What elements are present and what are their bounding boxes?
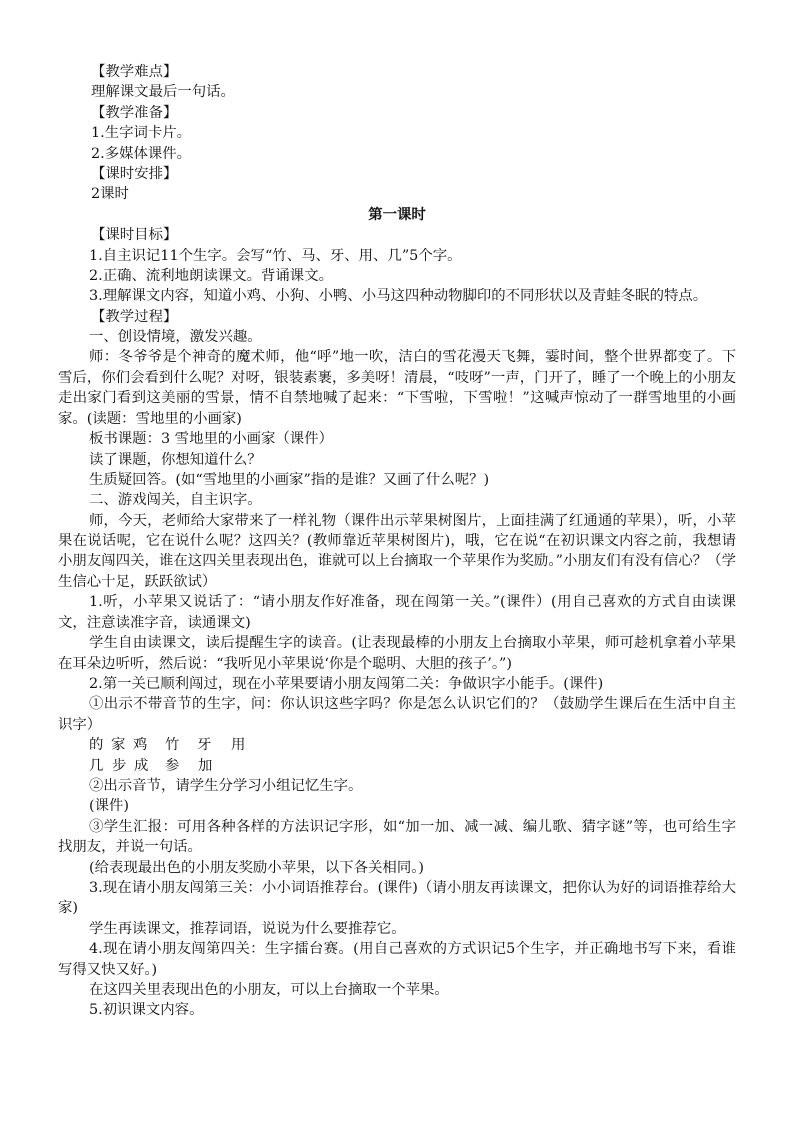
paragraph: (给表现最出色的小朋友奖励小苹果，以下各关相同。): [89, 859, 425, 876]
character: 竹: [165, 737, 180, 754]
character: 牙: [197, 737, 212, 754]
list-item: 2.正确、流利地朗读课文。背诵课文。: [89, 267, 333, 284]
list-item: 2.多媒体课件。: [91, 145, 192, 162]
character: 参: [165, 757, 180, 774]
paragraph: 4.现在请小朋友闯第四关：生字擂台赛。(用自己喜欢的方式识记5个生字，并正确地书写下来，看谁写得又快又好。): [58, 941, 736, 978]
paragraph: ③学生汇报：可用各种各样的方法识记字形，如“加一加、减一减、编儿歌、猜字谜”等，也可给生字找朋友，并说一句话。: [58, 818, 736, 856]
heading-teaching-process: 【教学过程】: [91, 308, 178, 325]
list-item: 3.理解课文内容，知道小鸡、小狗、小鸭、小马这四种动物脚印的不同形状以及青蛙冬眠的特点。: [89, 288, 708, 305]
heading-schedule: 【课时安排】: [91, 165, 178, 182]
paragraph: 在这四关里表现出色的小朋友，可以上台摘取一个苹果。: [89, 981, 449, 998]
heading-teaching-difficulty: 【教学难点】: [91, 64, 178, 80]
character: 家: [111, 737, 126, 754]
paragraph: 1.听，小苹果又说话了：“请小朋友作好准备，现在闯第一关。”(课件）(用自己喜欢的方式自由读课文，注意读准字音，读通课文): [58, 594, 736, 631]
paragraph: 2.第一关已顺利闯过，现在小苹果要请小朋友闯第二关：争做识字小能手。(课件): [89, 675, 604, 692]
heading-teaching-prep: 【教学准备】: [91, 104, 178, 121]
document-body: [58, 62, 736, 1021]
paragraph: 读了课题，你想知道什么？: [89, 451, 262, 468]
character: 的: [89, 737, 104, 754]
character: 成: [134, 757, 149, 774]
character: 鸡: [133, 737, 148, 754]
paragraph: ②出示音节，请学生分学习小组记忆生字。: [89, 777, 363, 794]
character: 几: [89, 757, 104, 774]
paragraph: 学生再读课文，推荐词语，说说为什么要推荐它。: [89, 920, 406, 937]
character-row: [58, 756, 736, 776]
character: 步: [112, 757, 127, 774]
paragraph: 2课时: [91, 186, 129, 203]
paragraph: 学生自由读课文，读后提醒生字的读音。(让表现最棒的小朋友上台摘取小苹果，师可趁机拿着小苹果在耳朵边听听，然后说：“我听见小苹果说‘你是个聪明、大胆的孩子’。”): [58, 635, 736, 672]
step-heading: 二、游戏闯关，自主识字。: [89, 492, 262, 509]
paragraph: 理解课文最后一句话。: [91, 84, 235, 101]
list-item: 1.自主识记11个生字。会写“竹、马、牙、用、几”5个字。: [89, 247, 462, 264]
paragraph: 5.初识课文内容。: [89, 1002, 204, 1019]
paragraph: 师：冬爷爷是个神奇的魔术师，他“呼”地一吹，洁白的雪花漫天飞舞，霎时间，整个世界都变了。下雪后，你们会看到什么呢？对呀，银装素裹，多美呀！清晨，“吱呀”一声，门开了，睡了一个晚上的小朋友走出家门看到这美丽的雪景，情不自禁地喊了起来：“下雪啦，下雪啦！”这喊声惊动了一群雪地里的小画家。(读题：雪地里的小画家): [58, 349, 736, 427]
paragraph: 3.现在请小朋友闯第三关：小小词语推荐台。(课件)（请小朋友再读课文，把你认为好的词语推荐给大家): [58, 879, 736, 917]
section-title: 第一课时: [368, 205, 426, 223]
paragraph: (课件): [89, 798, 130, 815]
paragraph: ①出示不带音节的生字，问：你认识这些字吗？你是怎么认识它们的？（鼓励学生课后在生活中自主识字）: [58, 696, 736, 733]
list-item: 1.生字词卡片。: [91, 125, 192, 142]
character: 用: [231, 737, 246, 754]
paragraph: 板书课题：3 雪地里的小画家（课件）: [89, 431, 333, 448]
paragraph: 师，今天，老师给大家带来了一样礼物（课件出示苹果树图片，上面挂满了红通通的苹果），听，小苹果在说话呢，它在说什么呢？这四关？(教师靠近苹果树图片)，哦，它在说“在初识课文内容之前，我想请小朋友闯四关，谁在这四关里表现出色，谁就可以上台摘取一个苹果作为奖励。”小朋友们有没有信心？（学生信心十足，跃跃欲试）: [58, 512, 736, 590]
step-heading: 一、创设情境，激发兴趣。: [89, 329, 262, 346]
paragraph: 生质疑回答。(如“雪地里的小画家”指的是谁？又画了什么呢？): [89, 471, 490, 488]
character: 加: [198, 757, 213, 774]
character-row: [58, 735, 736, 755]
heading-lesson-goals: 【课时目标】: [91, 227, 178, 244]
